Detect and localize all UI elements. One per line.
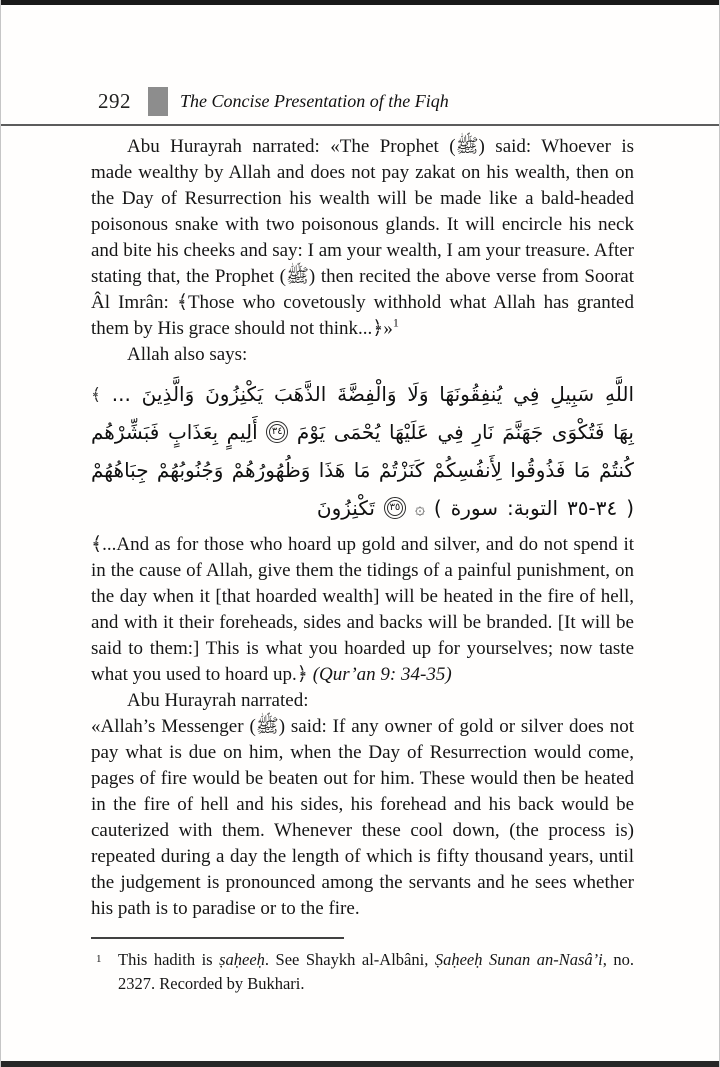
arabic-word: فَذُوقُوا (510, 458, 566, 482)
footnote-rule (91, 937, 344, 939)
arabic-word: وَالَّذِينَ (141, 382, 195, 406)
arabic-word: بِعَذَابٍ (167, 420, 219, 444)
arabic-word: وَلَا (407, 382, 429, 406)
arabic-word: فَتُكْوَى (551, 420, 605, 444)
arabic-word: يُحْمَى (333, 420, 381, 444)
hadith-paragraph-1-text: Abu Hurayrah narrated: «The Prophet (ﷺ) said: Whoever is made wealthy by Allah and does not pay zakat on his wealth, then on the Day of Resurrection his wealth will be made like a bald-headed poisonous snake with two poisonous glands. It will encircle his neck and bite his cheeks and say: I am your wealth, I am your treasure. After stating that, the Prophet (ﷺ) then recited the above verse from Soorat Âl Imrân: ﴾Those who covetously withhold what Allah has granted them by His grace should not think...﴿» (91, 136, 634, 339)
arabic-word: يُنفِقُونَهَا (439, 382, 503, 406)
footnote (91, 948, 634, 996)
text-segment: . See Shaykh al-Albâni, (264, 950, 435, 969)
verse-number-medallion: ٣٤ (266, 421, 288, 443)
text-segment: ṣaḥeeḥ (219, 950, 265, 969)
arabic-line (91, 375, 634, 413)
arabic-word: وَجُنُوبُهُمْ (156, 458, 224, 482)
quran-ornament-icon: ۞ (414, 498, 425, 519)
arabic-word: فَبَشِّرْهُم (91, 420, 160, 444)
text-segment: (Qur’an 9: 34-35) (312, 664, 452, 685)
arabic-line (91, 413, 634, 451)
lead-in-allah-says: Allah also says: (127, 344, 248, 365)
arabic-word: سَبِيلِ (550, 382, 595, 406)
text-segment: ﴾...And as for those who hoard up gold and silver, and do not spend it in the cause of Allah, give them the tidings of a painful punishment, on the day when it [that hoarded wealth] will be heated in the fire of hell, and with it their foreheads, sides and backs will be branded. [It will be said to them:] This is what you hoarded up for yourselves; now taste what you used to hoard up.﴿ (91, 534, 634, 685)
arabic-word: اللَّهِ (605, 382, 634, 406)
arabic-word: يَوْمَ (296, 420, 326, 444)
text-segment: , no. 2327. Recorded by Bukhari. (118, 950, 634, 993)
arabic-plain-token: ٣٤-٣٥ (567, 496, 618, 520)
footnote-marker: 1 (96, 953, 102, 965)
header-divider-block (148, 87, 168, 116)
quran-translation-paragraph (91, 532, 634, 688)
footnote-reference: 1 (392, 315, 399, 330)
arabic-word: كَنَزْتُمْ (378, 458, 425, 482)
arabic-word: فِي (437, 420, 464, 444)
page-body (91, 134, 634, 996)
top-edge-bar (1, 0, 719, 5)
quran-arabic-block (91, 375, 634, 527)
arabic-word: بِهَا (613, 420, 634, 444)
arabic-plain-token: ... (111, 382, 131, 406)
arabic-word: مَا (573, 458, 591, 482)
text-segment: Ṣaḥeeḥ Sunan an-Nasâ’i (434, 950, 603, 969)
arabic-word: تَكْنِزُونَ (316, 496, 375, 520)
running-head-title: The Concise Presentation of the Fiqh (180, 91, 449, 111)
arabic-plain-token: ) (626, 496, 634, 520)
arabic-word: فِي (513, 382, 540, 406)
arabic-word: وَظُهُورُهُمْ (231, 458, 311, 482)
lead-in-narrated: Abu Hurayrah narrated: (127, 690, 309, 711)
header-rule (1, 124, 719, 126)
footnote-text (118, 950, 634, 993)
arabic-word: أَلِيمٍ (226, 420, 258, 444)
arabic-word: لِأَنفُسِكُمْ (432, 458, 502, 482)
bottom-edge-bar (1, 1061, 719, 1067)
arabic-word: هَذَا (318, 458, 346, 482)
text-segment: This hadith is (118, 950, 220, 969)
hadith-paragraph-1 (91, 134, 634, 342)
arabic-word: التوبة: (506, 496, 558, 520)
arabic-word: يَكْنِزُونَ (205, 382, 264, 406)
arabic-word: مَا (353, 458, 371, 482)
page-header (98, 87, 449, 116)
arabic-word: نَارِ (472, 420, 494, 444)
arabic-word: الذَّهَبَ (273, 382, 327, 406)
hadith-paragraph-2: «Allah’s Messenger (ﷺ) said: If any owner of gold or silver does not pay what is due on him, when the Day of Resurrection would come, pages of fire would be beaten out for him. These would then be heated in the fire of hell and his sides, his forehead and his back would be cauterized with them. Whenever these cool down, (the process is) repeated during a day the length of which is fifty thousand years, until the judgement is pronounced among the servants and he sees whether his path is to paradise or to the fire. (91, 716, 634, 919)
arabic-word: وَالْفِضَّةَ (337, 382, 397, 406)
arabic-line (91, 489, 634, 527)
arabic-word: جِبَاهُهُمْ (91, 458, 149, 482)
arabic-word: سورة (450, 496, 498, 520)
verse-number-medallion: ٣٥ (384, 497, 406, 519)
arabic-line (91, 451, 634, 489)
arabic-word: جَهَنَّمَ (502, 420, 544, 444)
arabic-word: عَلَيْهَا (389, 420, 429, 444)
arabic-plain-token: ( (433, 496, 442, 520)
quran-ornament-icon: ﴾ (91, 384, 101, 405)
page-number: 292 (98, 89, 131, 113)
arabic-word: كُنتُمْ (598, 458, 634, 482)
